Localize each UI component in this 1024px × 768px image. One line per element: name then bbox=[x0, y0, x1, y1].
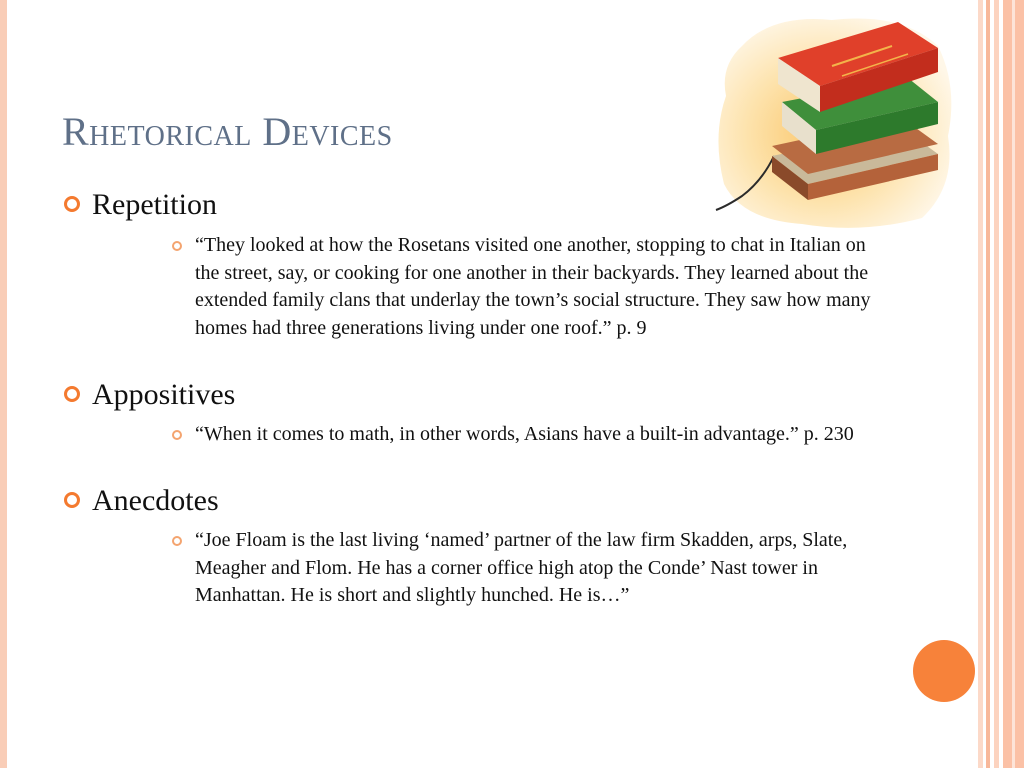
right-decorative-stripe bbox=[986, 0, 990, 768]
quote-text: “When it comes to math, in other words, Asians have a built-in advantage.” p. 230 bbox=[195, 423, 854, 445]
decorative-orange-circle bbox=[913, 640, 975, 702]
slide-title: Rhetorical Devices bbox=[62, 109, 393, 154]
sub-bullet-repetition-quote bbox=[172, 232, 872, 342]
sub-bullet-ring-icon bbox=[172, 536, 182, 546]
bullet-heading: Repetition bbox=[92, 188, 217, 221]
bullet-ring-icon bbox=[64, 492, 80, 508]
quote-text: “They looked at how the Rosetans visited one another, stopping to chat in Italian on the street, say, or cooking for one another in their backyards. They learned about the extended family clans that underlay the town’s social structure. They saw how many homes had three generations living under one roof.” p. 9 bbox=[195, 234, 871, 339]
stacked-books-illustration bbox=[712, 6, 958, 232]
sub-bullet-anecdotes-quote bbox=[172, 527, 872, 610]
bullet-appositives bbox=[64, 378, 235, 412]
right-decorative-stripe bbox=[1012, 0, 1015, 768]
bullet-repetition bbox=[64, 188, 217, 222]
bullet-ring-icon bbox=[64, 386, 80, 402]
left-decorative-stripe bbox=[0, 0, 7, 768]
sub-bullet-ring-icon bbox=[172, 241, 182, 251]
bullet-heading: Appositives bbox=[92, 378, 236, 411]
sub-bullet-appositives-quote bbox=[172, 421, 872, 449]
bullet-ring-icon bbox=[64, 196, 80, 212]
sub-bullet-ring-icon bbox=[172, 430, 182, 440]
bullet-heading: Anecdotes bbox=[92, 484, 219, 517]
quote-text: “Joe Floam is the last living ‘named’ partner of the law firm Skadden, arps, Slate, Meagher and Flom. He has a corner office high atop the Conde’ Nast tower in Manhattan. He is short and slightly hunched. He is…” bbox=[195, 529, 848, 606]
right-decorative-stripe bbox=[994, 0, 999, 768]
bullet-anecdotes bbox=[64, 484, 219, 518]
right-decorative-stripe bbox=[978, 0, 983, 768]
